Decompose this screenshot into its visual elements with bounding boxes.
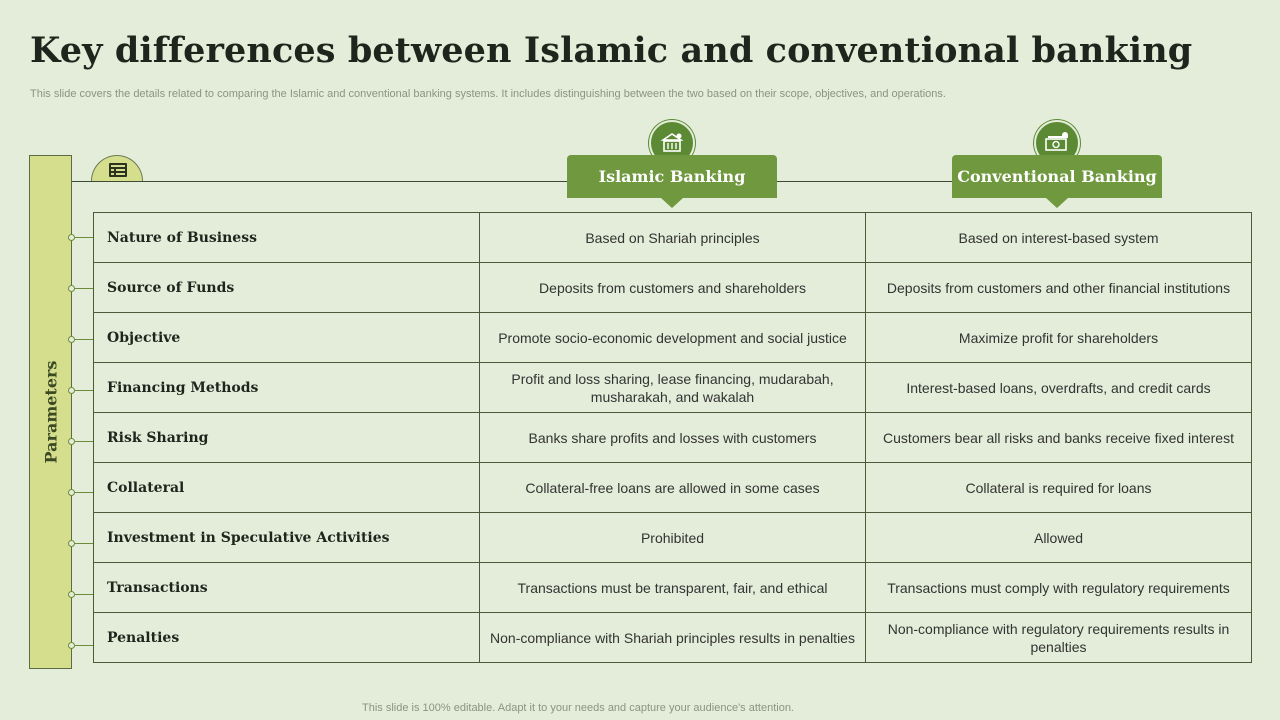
row-connector xyxy=(75,288,93,289)
conventional-cell: Transactions must comply with regulatory requirements xyxy=(866,563,1252,613)
conventional-cell: Interest-based loans, overdrafts, and credit cards xyxy=(866,363,1252,413)
parameter-cell: Penalties xyxy=(94,613,480,663)
table-row xyxy=(94,213,1252,263)
row-marker-dot xyxy=(68,285,75,292)
conventional-cell: Collateral is required for loans xyxy=(866,463,1252,513)
row-connector xyxy=(75,594,93,595)
islamic-cell: Promote socio-economic development and social justice xyxy=(480,313,866,363)
column-header-conventional: Conventional Banking xyxy=(952,155,1162,198)
table-row xyxy=(94,463,1252,513)
row-connector xyxy=(75,339,93,340)
page-title: Key differences between Islamic and conventional banking xyxy=(30,30,1193,71)
row-connector xyxy=(75,645,93,646)
row-marker-dot xyxy=(68,234,75,241)
row-connector xyxy=(75,441,93,442)
conventional-cell: Non-compliance with regulatory requirements results in penalties xyxy=(866,613,1252,663)
row-marker-dot xyxy=(68,540,75,547)
islamic-cell: Prohibited xyxy=(480,513,866,563)
parameter-cell: Objective xyxy=(94,313,480,363)
footer-note: This slide is 100% editable. Adapt it to your needs and capture your audience's attention. xyxy=(362,702,794,714)
islamic-cell: Transactions must be transparent, fair, and ethical xyxy=(480,563,866,613)
column-header-islamic: Islamic Banking xyxy=(567,155,777,198)
row-marker-dot xyxy=(68,489,75,496)
conventional-cell: Maximize profit for shareholders xyxy=(866,313,1252,363)
table-row xyxy=(94,413,1252,463)
row-connector xyxy=(75,390,93,391)
parameter-cell: Financing Methods xyxy=(94,363,480,413)
row-marker-dot xyxy=(68,642,75,649)
conventional-cell: Based on interest-based system xyxy=(866,213,1252,263)
row-marker-dot xyxy=(68,336,75,343)
table-row xyxy=(94,313,1252,363)
parameters-label: Parameters xyxy=(41,360,60,464)
parameter-cell: Source of Funds xyxy=(94,263,480,313)
parameters-header-tab xyxy=(91,155,143,181)
document-list-icon xyxy=(108,162,128,178)
row-connector xyxy=(75,543,93,544)
page-subtitle: This slide covers the details related to comparing the Islamic and conventional banking systems. It includes distinguishing between the two based on their scope, objectives, and operations. xyxy=(30,88,946,100)
table-row xyxy=(94,263,1252,313)
islamic-cell: Collateral-free loans are allowed in some cases xyxy=(480,463,866,513)
islamic-cell: Based on Shariah principles xyxy=(480,213,866,263)
conventional-cell: Customers bear all risks and banks receive fixed interest xyxy=(866,413,1252,463)
row-marker-dot xyxy=(68,387,75,394)
parameter-cell: Transactions xyxy=(94,563,480,613)
conventional-cell: Deposits from customers and other financial institutions xyxy=(866,263,1252,313)
comparison-table xyxy=(93,212,1252,663)
parameters-sidebar xyxy=(29,155,72,669)
conventional-cell: Allowed xyxy=(866,513,1252,563)
row-connector xyxy=(75,492,93,493)
table-row xyxy=(94,613,1252,663)
row-marker-dot xyxy=(68,438,75,445)
parameter-cell: Investment in Speculative Activities xyxy=(94,513,480,563)
table-row xyxy=(94,563,1252,613)
parameter-cell: Collateral xyxy=(94,463,480,513)
parameter-cell: Risk Sharing xyxy=(94,413,480,463)
row-connector xyxy=(75,237,93,238)
islamic-cell: Profit and loss sharing, lease financing, mudarabah, musharakah, and wakalah xyxy=(480,363,866,413)
islamic-cell: Deposits from customers and shareholders xyxy=(480,263,866,313)
islamic-cell: Banks share profits and losses with customers xyxy=(480,413,866,463)
islamic-cell: Non-compliance with Shariah principles results in penalties xyxy=(480,613,866,663)
row-marker-dot xyxy=(68,591,75,598)
table-row xyxy=(94,363,1252,413)
table-row xyxy=(94,513,1252,563)
parameter-cell: Nature of Business xyxy=(94,213,480,263)
